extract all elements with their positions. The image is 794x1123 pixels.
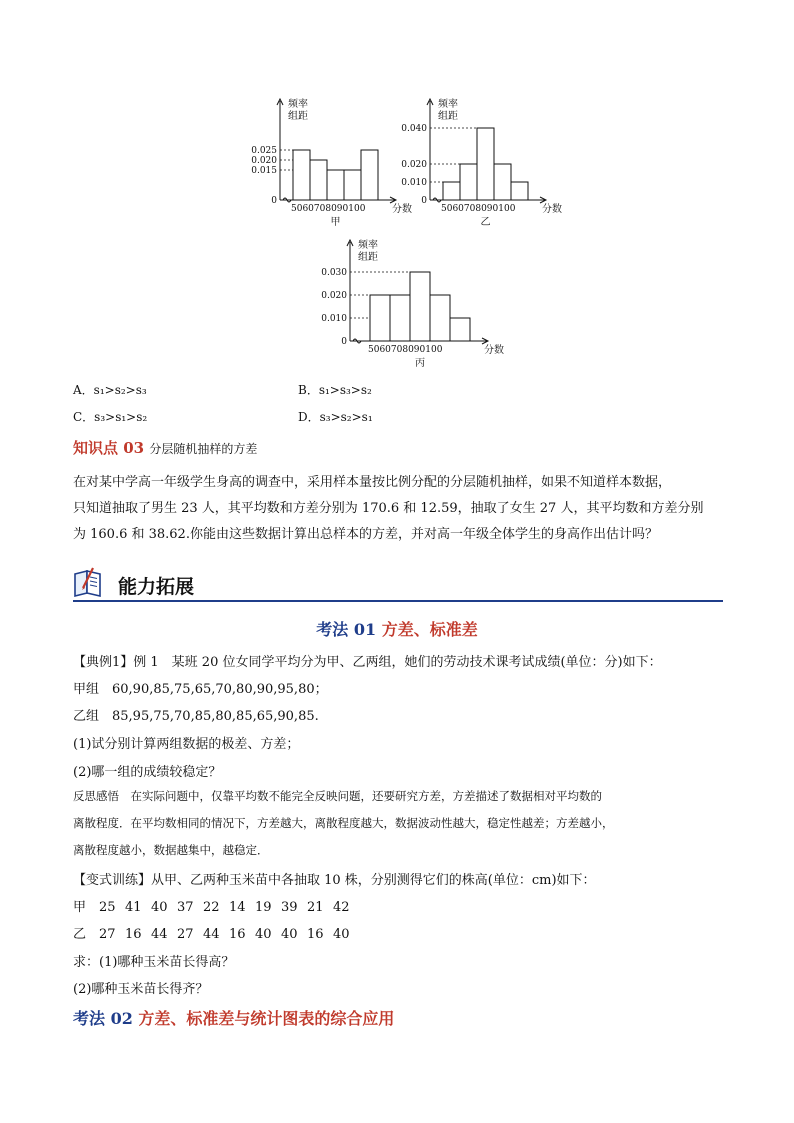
x-tick-labels: 5060708090100 (368, 345, 443, 355)
table-cell: 40 (151, 900, 168, 915)
reflection-line-2: 离散程度．在平均数相同的情况下，方差越大，离散程度越大，数据波动性越大，稳定性越差；方差越小， (73, 816, 614, 830)
x-tick-labels: 5060708090100 (441, 204, 516, 214)
histogram-bar (370, 295, 390, 341)
reflection-line-3: 离散程度越小，数据越集中，越稳定． (73, 843, 269, 857)
variant-question-2: (2)哪种玉米苗长得齐？ (73, 982, 209, 997)
histogram-bar (430, 295, 450, 341)
y-tick-label: 0.020 (401, 160, 427, 170)
option-a: A．s₁>s₂>s₃ (73, 383, 147, 397)
y-tick-label: 0.020 (321, 291, 347, 301)
table-cell: 44 (151, 927, 168, 942)
histogram-bar (450, 318, 470, 341)
table-cell: 27 (177, 927, 194, 942)
example-group-b: 乙组 85,95,75,70,85,80,85,65,90,85. (73, 709, 319, 724)
histogram-bar (477, 128, 494, 200)
x-tick-labels: 5060708090100 (291, 204, 366, 214)
variant-row-b (73, 923, 359, 942)
table-cell: 27 (99, 927, 116, 942)
table-cell: 41 (125, 900, 142, 915)
histogram-yi-svg (400, 95, 560, 230)
y-axis-label-top: 频率 (358, 240, 378, 251)
histogram-jia (245, 95, 412, 230)
table-cell: 37 (177, 900, 194, 915)
variant-row-a (73, 896, 359, 915)
option-d: D．s₃>s₂>s₁ (298, 410, 373, 424)
table-cell: 14 (229, 900, 246, 915)
histogram-bar (293, 150, 310, 200)
x-axis-unit-label: 分数 (484, 345, 504, 356)
table-cell: 40 (255, 927, 272, 942)
histogram-bing-svg (315, 236, 504, 371)
option-c: C．s₃>s₁>s₂ (73, 410, 148, 424)
y-tick-label: 0.015 (251, 166, 277, 176)
variant-question-1: 求：(1)哪种玉米苗长得高？ (73, 955, 235, 970)
histogram-bar (327, 170, 344, 200)
histogram-jia-svg (245, 95, 412, 230)
table-cell: 16 (307, 927, 324, 942)
histogram-bar (443, 182, 460, 200)
y-axis-label-top: 频率 (438, 99, 458, 110)
y-axis-label-top: 频率 (288, 99, 308, 110)
knowledge-point-title: 分层随机抽样的方差 (149, 442, 258, 456)
table-cell: 25 (99, 900, 116, 915)
y-tick-label: 0.030 (321, 268, 347, 278)
method-02-label: 考法 02 (73, 1009, 133, 1028)
method-02-title: 方差、标准差与统计图表的综合应用 (138, 1009, 395, 1028)
y-tick-label: 0.025 (251, 146, 277, 156)
book-icon (73, 566, 103, 598)
chart-caption: 丙 (415, 358, 425, 369)
knowledge-point-heading (73, 437, 257, 458)
example-intro: 【典例1】例 1 某班 20 位女同学平均分为甲、乙两组，她们的劳动技术课考试成绩(单位：分)如下： (73, 655, 662, 670)
example-group-a: 甲组 60,90,85,75,65,70,80,90,95,80； (73, 682, 328, 697)
section-banner-title: 能力拓展 (118, 576, 195, 598)
table-cell: 16 (229, 927, 246, 942)
method-01-heading (0, 617, 794, 640)
histogram-bar (460, 164, 477, 200)
origin-label: 0 (421, 196, 427, 206)
reflection-line-1: 反思感悟 在实际问题中，仅靠平均数不能完全反映问题，还要研究方差，方差描述了数据相对平均数的 (73, 789, 602, 803)
chart-caption: 乙 (480, 217, 491, 228)
variant-row-b-label: 乙 (73, 927, 87, 942)
histogram-yi (400, 95, 560, 230)
kp-paragraph-line-2: 只知道抽取了男生 23 人，其平均数和方差分别为 170.6 和 12.59，抽取了女生 27 人，其平均数和方差分别 (73, 501, 704, 516)
variant-row-a-label: 甲 (73, 900, 87, 915)
histogram-bar (410, 272, 430, 341)
x-axis-unit-label: 分数 (542, 204, 562, 215)
table-cell: 16 (125, 927, 142, 942)
method-01-title: 方差、标准差 (381, 620, 478, 639)
table-cell: 42 (333, 900, 350, 915)
y-tick-label: 0.010 (321, 314, 347, 324)
table-cell: 22 (203, 900, 220, 915)
y-tick-label: 0.020 (251, 156, 277, 166)
method-02-heading (73, 1006, 394, 1029)
example-question-2: (2)哪一组的成绩较稳定？ (73, 765, 222, 780)
option-b: B．s₁>s₃>s₂ (298, 383, 372, 397)
origin-label: 0 (341, 337, 347, 347)
y-axis-label-bottom: 组距 (438, 111, 458, 122)
table-cell: 21 (307, 900, 324, 915)
chart-caption: 甲 (330, 217, 341, 228)
method-01-label: 考法 01 (316, 620, 377, 639)
table-cell: 19 (255, 900, 272, 915)
histogram-bar (344, 170, 361, 200)
origin-label: 0 (271, 196, 277, 206)
variant-intro: 【变式训练】从甲、乙两种玉米苗中各抽取 10 株，分别测得它们的株高(单位：cm)如下： (73, 873, 596, 888)
histogram-bar (390, 295, 410, 341)
kp-paragraph-line-3: 为 160.6 和 38.62.你能由这些数据计算出总样本的方差，并对高一年级全体学生的身高作出估计吗？ (73, 527, 658, 542)
histogram-bar (361, 150, 378, 200)
example-question-1: (1)试分别计算两组数据的极差、方差； (73, 737, 300, 752)
y-axis-label-bottom: 组距 (288, 111, 308, 122)
histogram-bar (511, 182, 528, 200)
table-cell: 40 (333, 927, 350, 942)
kp-paragraph-line-1: 在对某中学高一年级学生身高的调查中，采用样本量按比例分配的分层随机抽样，如果不知道样本数据， (73, 475, 672, 490)
y-axis-label-bottom: 组距 (358, 252, 378, 263)
table-cell: 39 (281, 900, 298, 915)
y-tick-label: 0.040 (401, 124, 427, 134)
table-cell: 44 (203, 927, 220, 942)
histogram-bar (494, 164, 511, 200)
y-tick-label: 0.010 (401, 178, 427, 188)
knowledge-point-label: 知识点 03 (73, 439, 145, 457)
x-axis-unit-label: 分数 (392, 204, 412, 215)
histogram-bing (315, 236, 504, 371)
table-cell: 40 (281, 927, 298, 942)
section-banner-rule (73, 600, 723, 602)
histogram-bar (310, 160, 327, 200)
